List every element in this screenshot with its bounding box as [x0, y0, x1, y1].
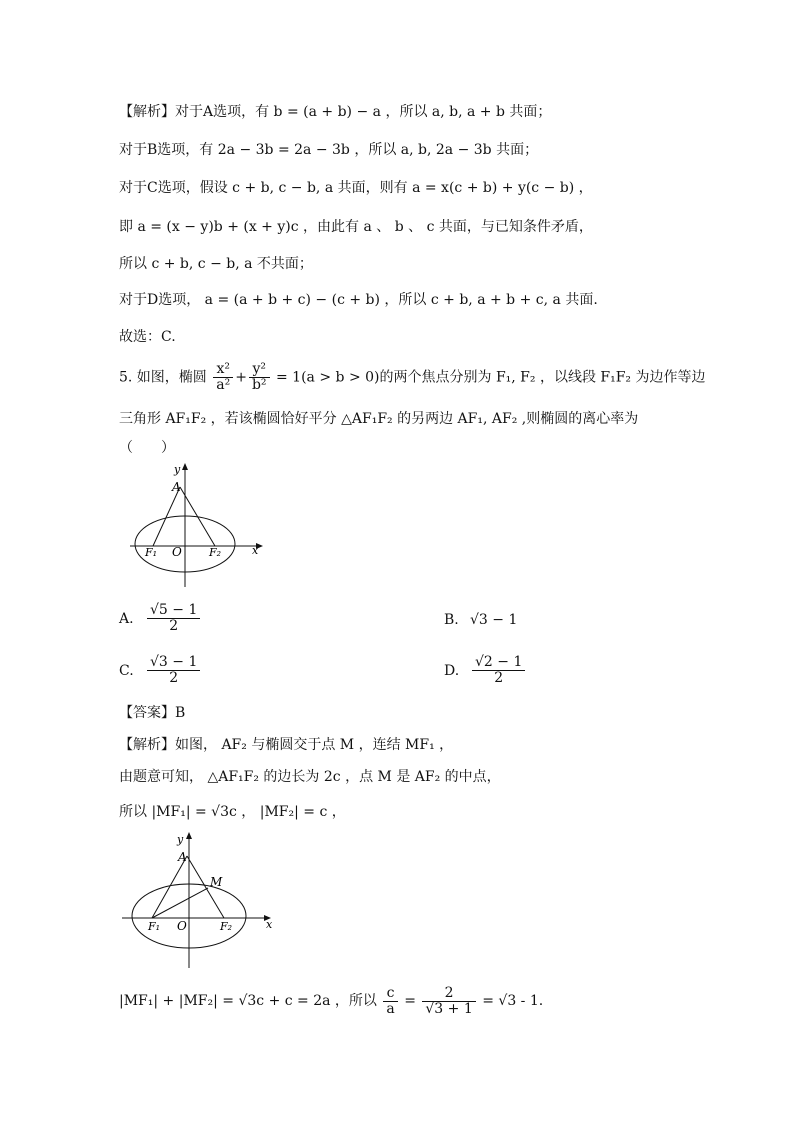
- fig2-label-F1: F₁: [148, 920, 161, 933]
- prev-solution-line-2: 对于B选项，有 2a − 3b = 2a − 3b ，所以 a, b, 2a − 3b 共面；: [119, 142, 539, 158]
- question-line-2: 三角形 AF₁F₂ ，若该椭圆恰好平分 △AF₁F₂ 的另两边 AF₁, AF₂ ,则椭圆的离心率为: [119, 411, 639, 427]
- prev-solution-line-6: 对于D选项， a = (a + b + c) − (c + b) ，所以 c + b, a + b + c, a 共面.: [119, 292, 598, 308]
- prev-solution-line-7: 故选：C.: [119, 329, 176, 345]
- fig2-label-F2: F₂: [220, 920, 233, 933]
- fraction-y2-b2: $\frac{\text{y²}}{\text{b²}}$: [249, 362, 270, 393]
- fig1-label-F2: F₂: [209, 546, 222, 559]
- fig2-label-A: A: [178, 850, 187, 864]
- solution-line-3: 所以 |MF₁| = √3c ， |MF₂| = c ，: [119, 804, 346, 820]
- option-D[interactable]: D. $\frac{√2 - 1}{2}$: [444, 655, 527, 686]
- ellipse-figure-1: [125, 460, 270, 590]
- fig2-label-x: x: [266, 918, 273, 931]
- question-line-3: （ ）: [119, 440, 175, 456]
- fraction-2-sqrt3plus1: $\frac{2}{√3 + 1}$: [422, 986, 475, 1017]
- question-line-1: 5. 如图，椭圆 $\frac{\text{x²}}{\text{a²}}$ + $\frac{\text{y²}}{\text{b²}}$ = 1(a > b > 0)的两个焦点分别为 F₁, F₂ ，以线段 F₁F₂ 为边作等边: [119, 361, 706, 393]
- question-intro: 5. 如图，椭圆: [119, 369, 207, 386]
- solution-line-1: 【解析】如图， AF₂ 与椭圆交于点 M ，连结 MF₁ ，: [119, 737, 454, 753]
- fraction-c-a: $\frac{c}{a}$: [383, 986, 397, 1017]
- fig1-label-O: O: [172, 545, 182, 559]
- fraction-x2-a2: $\frac{\text{x²}}{\text{a²}}$: [213, 362, 233, 393]
- prev-solution-line-3: 对于C选项，假设 c + b, c − b, a 共面，则有 a = x(c + b) + y(c − b) ，: [119, 180, 593, 196]
- solution-line-4: |MF₁| + |MF₂| = √3c + c = 2a ，所以 $\frac{c}{a}$ = $\frac{2}{√3 + 1}$ = √3 - 1.: [119, 984, 544, 1017]
- option-A[interactable]: A. $\frac{√5 - 1}{2}$: [119, 603, 202, 634]
- question-rest: = 1(a > b > 0)的两个焦点分别为 F₁, F₂ ，以线段 F₁F₂ 为边作等边: [276, 369, 706, 386]
- solution-line-2: 由题意可知， △AF₁F₂ 的边长为 2c ，点 M 是 AF₂ 的中点，: [119, 769, 501, 785]
- fig2-label-M: M: [210, 875, 223, 889]
- fig2-label-O: O: [177, 919, 187, 933]
- fig1-label-x: x: [252, 544, 259, 557]
- answer-line: 【答案】B: [119, 705, 186, 721]
- fig2-label-y: y: [177, 833, 184, 846]
- fig1-label-F1: F₁: [145, 546, 158, 559]
- option-C[interactable]: C. $\frac{√3 - 1}{2}$: [119, 655, 202, 686]
- prev-solution-line-5: 所以 c + b, c − b, a 不共面；: [119, 256, 313, 272]
- prev-solution-line-1: 【解析】对于A选项，有 b = (a + b) − a ，所以 a, b, a + b 共面；: [119, 104, 552, 120]
- option-B[interactable]: B. √3 − 1: [444, 612, 518, 628]
- prev-solution-line-4: 即 a = (x − y)b + (x + y)c ，由此有 a 、 b 、 c 共面，与已知条件矛盾，: [119, 219, 593, 235]
- fig1-label-y: y: [174, 463, 181, 476]
- fig1-label-A: A: [172, 480, 181, 494]
- ellipse-figure-2: [120, 828, 280, 970]
